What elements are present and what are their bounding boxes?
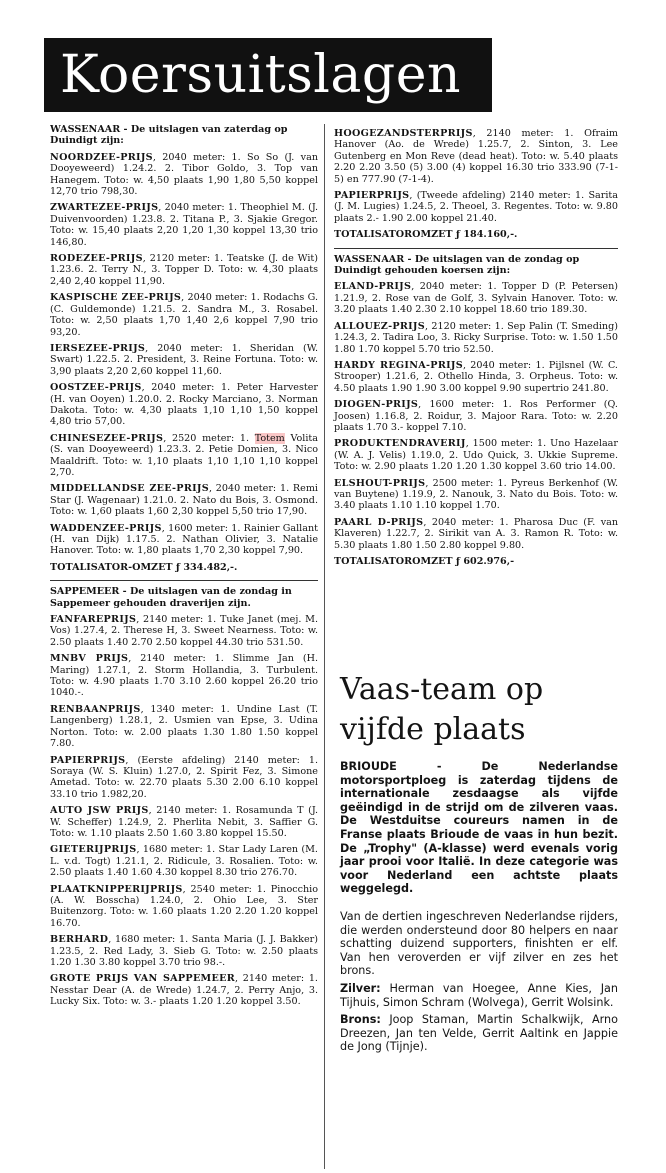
- totalisator-omzet: TOTALISATOROMZET ƒ 602.976,-: [334, 556, 515, 567]
- article-dateline: BRIOUDE: [340, 760, 397, 773]
- totalisator-omzet: TOTALISATOR-OMZET ƒ 334.482,-.: [50, 561, 238, 573]
- race-name: HARDY REGINA-PRIJS: [334, 359, 463, 371]
- race-text: , 2140 meter: 1. Tuke Janet (mej. M. Vos) 1.27.4, 2. Therese H, 3. Sweet Nearness. Toto: w. 2.50 plaats 1.40 2.70 2.50 koppel 44.30 trio 531.50.: [50, 614, 318, 648]
- article-lead-text: - De Nederlandse motorsportploeg is zaterdag tijdens de internationale zesdaagse als vijfde geëindigd in de strijd om de zilveren vaas. De Westduitse coureurs namen in de Franse plaats Brioude de vaas in hun bezit. De „Trophy" (A-klasse) werd evenals vorig jaar prooi voor Italië. In deze categorie was voor Nederland een achtste plaats weggelegd.: [340, 760, 618, 896]
- race-result: [50, 755, 318, 801]
- zilver-names: Herman van Hoegee, Anne Kies, Jan Tijhuis, Simon Schram (Wolvega), Gerrit Wolsink.: [340, 981, 618, 1009]
- race-text: , 2040 meter: 1. Peter Harvester (H. van Ooyen) 1.20.0. 2. Rocky Marciano, 3. Norman Dakota. Toto: w. 4,30 plaats 1,10 1,10 1,50 koppel 4,80 trio 57,00.: [50, 382, 318, 428]
- race-text: , 1600 meter: 1. Rainier Gallant (H. van Dijk) 1.17.5. 2. Nathan Olivier, 3. Natalie Hanover. Toto: w. 1,80 plaats 1,70 2,30 koppel 7,90.: [50, 522, 318, 557]
- race-result: [50, 292, 318, 338]
- race-text: , 2120 meter: 1. Sep Palin (T. Smeding) 1.24.3, 2. Tadira Loo, 3. Ricky Surprise. Toto: w. 1.50 1.50 1.80 1.70 koppel 5.70 trio 52.50.: [334, 320, 618, 355]
- race-name: DIOGEN-PRIJS: [334, 399, 419, 411]
- race-result: [50, 152, 318, 198]
- sappemeer-intro: SAPPEMEER - De uitslagen van de zondag in Sappemeer gehouden draverijen zijn.: [50, 586, 292, 609]
- left-column: [50, 124, 325, 1169]
- race-name: PLAATKNIPPERIJPRIJS: [50, 883, 183, 895]
- article-zilver: [340, 982, 618, 1009]
- zilver-label: Zilver:: [340, 981, 381, 995]
- race-result: [334, 128, 618, 185]
- race-text-pre: , 2520 meter: 1.: [163, 432, 255, 444]
- race-name: ZWARTEZEE-PRIJS: [50, 202, 159, 214]
- totalisator-omzet: TOTALISATOROMZET ƒ 184.160,-.: [334, 229, 518, 241]
- race-name: BERHARD: [50, 934, 109, 946]
- race-result: [50, 382, 318, 428]
- race-result: [334, 399, 618, 433]
- race-result: [50, 884, 318, 930]
- race-text: , 2040 meter: 1. Pijlsnel (W. C. Strooper) 1.21.6, 2. Othello Hinda, 3. Orpheus. Toto: w. 4.50 plaats 1.90 1.90 3.00 koppel 9.90 supertrio 241.80.: [334, 359, 618, 394]
- race-name: ELSHOUT-PRIJS: [334, 477, 426, 489]
- race-result: [50, 934, 318, 968]
- race-text: , 2500 meter: 1. Pyreus Berkenhof (W. van Buytene) 1.19.9, 2. Nanouk, 3. Nato du Bois. Toto: w. 3.40 plaats 1.10 1.10 koppel 1.70.: [334, 477, 618, 512]
- news-article: [340, 670, 618, 1058]
- article-lead: [340, 760, 618, 896]
- race-name: CHINESEZEE-PRIJS: [50, 432, 164, 444]
- race-result: [334, 281, 618, 315]
- race-text: , 2140 meter: 1. Nesstar Dear (A. de Wrede) 1.24.7, 2. Perry Anjo, 3. Lucky Six. Toto: w. 3.- plaats 1.20 1.20 koppel 3.50.: [50, 973, 318, 1008]
- race-name: ELAND-PRIJS: [334, 281, 412, 293]
- race-result: [50, 433, 318, 479]
- race-result: [50, 973, 318, 1007]
- race-name: IERSEZEE-PRIJS: [50, 342, 146, 354]
- race-result: [50, 653, 318, 699]
- brons-names: Joop Staman, Martin Schalkwijk, Arno Dreezen, Jan ten Velde, Gerrit Aaltink en Jappie de Jong (Tijnje).: [340, 1013, 618, 1054]
- race-name: HOOGEZANDSTERPRIJS: [334, 128, 473, 139]
- race-text: , 2040 meter: 1. Sheridan (W. Swart) 1.22.5. 2. President, 3. Reine Fortuna. Toto: w. 3,90 plaats 2,20 2,60 koppel 11,60.: [50, 342, 318, 377]
- race-text: , 2040 meter: 1. So So (J. van Dooyeweerd) 1.24.2. 2. Tibor Goldo, 3. Top van Hanegem. Toto: w. 4,50 plaats 1,90 1,80 5,50 koppel 12,70 trio 798,30.: [50, 151, 318, 198]
- divider: [50, 580, 318, 581]
- race-text: , 2040 meter: 1. Rodachs G. (C. Guldemonde) 1.21.5. 2. Sandra M., 3. Rosabel. Toto: w. 2,50 plaats 1,70 1,40 2,6 koppel 7,90 trio 93,20.: [50, 292, 319, 338]
- race-text: , 2040 meter: 1. Theophiel M. (J. Duivenvoorden) 1.23.8. 2. Titana P., 3. Sjakie Gregor. Toto: w. 15,40 plaats 2,20 1,20 1,30 koppel 13,30 trio 146,80.: [50, 202, 318, 248]
- race-name: RENBAANPRIJS: [50, 703, 141, 715]
- race-result: [50, 844, 318, 878]
- race-name: AUTO JSW PRIJS: [50, 805, 149, 817]
- race-text: , 2540 meter: 1. Pinocchio (A. W. Bosscha) 1.24.0, 2. Ohio Lee, 3. Ster Buitenzorg. Toto: w. 1.60 plaats 1.20 2.20 1.20 koppel 16.70.: [50, 883, 318, 929]
- wassenaar-sunday-intro: WASSENAAR - De uitslagen van de zondag op Duindigt gehouden koersen zijn:: [334, 253, 580, 277]
- race-name: GIETERIJPRIJS: [50, 844, 137, 856]
- race-name: KASPISCHE ZEE-PRIJS: [50, 292, 182, 304]
- race-result: [334, 321, 618, 355]
- race-result: [50, 805, 318, 839]
- race-name: MNBV PRIJS: [50, 653, 129, 665]
- race-name: PAARL D-PRIJS: [334, 516, 424, 528]
- article-headline: Vaas-team op vijfde plaats: [340, 672, 544, 747]
- race-text: , 2040 meter: 1. Topper D (P. Petersen) 1.21.9, 2. Rose van de Golf, 3. Sylvain Hanover. Toto: w. 3.20 plaats 1.40 2.30 2.10 koppel 18.60 trio 189.30.: [334, 281, 618, 316]
- race-text: , (Eerste afdeling) 2140 meter: 1. Soraya (W. S. Kluin) 1.27.0, 2. Spirit Fez, 3. Simone Ametad. Toto: w. 22.70 plaats 5.30 2.00 6.10 koppel 33.10 trio 1.982,20.: [50, 754, 318, 800]
- race-result: [334, 190, 618, 224]
- race-text: , (Tweede afdeling) 2140 meter: 1. Sarita (J. M. Lugies) 1.24.5, 2. Theoel, 3. Regentes. Toto: w. 9.80 plaats 2.- 1.90 2.00 koppel 21.40.: [334, 190, 618, 224]
- race-name: OOSTZEE-PRIJS: [50, 382, 142, 394]
- race-result: [50, 704, 318, 750]
- race-result: [50, 253, 318, 287]
- race-name: PAPIERPRIJS: [334, 190, 410, 202]
- race-text: , 1500 meter: 1. Uno Hazelaar (W. A. J. Velis) 1.19.0, 2. Udo Quick, 3. Ukkie Supreme. Toto: w. 2.90 plaats 1.20 1.20 1.30 koppel 3.60 trio 14.00.: [334, 438, 618, 473]
- race-name: ALLOUEZ-PRIJS: [334, 320, 425, 332]
- race-text: , 2140 meter: 1. Rosamunda T (J. W. Scheffer) 1.24.9, 2. Pherlita Nebit, 3. Saffier G. Toto: w. 1.10 plaats 2.50 1.60 3.80 koppel 15.50.: [50, 805, 318, 839]
- race-name: GROTE PRIJS VAN SAPPEMEER: [50, 973, 235, 985]
- race-result: [50, 483, 318, 517]
- race-result: [50, 614, 318, 648]
- race-text: , 1680 meter: 1. Santa Maria (J. J. Bakker) 1.23.5, 2. Red Lady, 3. Sieb G. Toto: w. 2.50 plaats 1.20 1.30 3.80 koppel 3.70 trio 98.-.: [50, 934, 318, 968]
- right-column: [334, 128, 618, 574]
- race-result: [50, 343, 318, 377]
- race-name: FANFAREPRIJS: [50, 614, 137, 626]
- race-result: [334, 517, 618, 551]
- race-name: MIDDELLANDSE ZEE-PRIJS: [50, 483, 209, 495]
- article-brons: [340, 1013, 618, 1054]
- race-text: , 2040 meter: 1. Pharosa Duc (F. van Klaveren) 1.22.7, 2. Sirikit van A. 3. Ramon R. Toto: w. 5.30 plaats 1.80 1.50 2.80 koppel 9.80.: [334, 516, 619, 551]
- highlighted-word: Totem: [254, 432, 285, 444]
- race-result: [334, 438, 618, 472]
- race-text: , 1600 meter: 1. Ros Performer (Q. Joosen) 1.16.8, 2. Roidur, 3. Majoor Rara. Toto: w. 2.20 plaats 1.70 3.- koppel 7.10.: [334, 399, 618, 433]
- race-name: PRODUKTENDRAVERIJ: [334, 438, 466, 450]
- race-text: , 1680 meter: 1. Star Lady Laren (M. L. v.d. Togt) 1.21.1, 2. Ridicule, 3. Rosalien. Toto: w. 2.50 plaats 1.40 1.60 4.30 koppel 8.30 trio 276.70.: [50, 844, 318, 879]
- race-name: NOORDZEE-PRIJS: [50, 151, 153, 163]
- race-text: , 2140 meter: 1. Ofraim Hanover (Ao. de Wrede) 1.25.7, 2. Sinton, 3. Lee Gutenberg en Mon Reve (dead heat). Toto: w. 5.40 plaats 2.20 2.20 3.50 (5) 3.00 (4) koppel 16.30 trio 333.90 (7-1-5) en 777.90 (7-1-4).: [334, 128, 618, 185]
- race-text: , 2120 meter: 1. Teatske (J. de Wit) 1.23.6. 2. Terry N., 3. Topper D. Toto: w. 4,30 plaats 2,40 2,40 koppel 11,90.: [50, 253, 318, 287]
- race-result: [334, 478, 618, 512]
- brons-label: Brons:: [340, 1013, 381, 1027]
- wassenaar-intro: WASSENAAR - De uitslagen van zaterdag op Duindigt zijn:: [50, 124, 288, 147]
- race-name: PAPIERPRIJS: [50, 754, 126, 766]
- banner-title: Koersuitslagen: [60, 45, 461, 105]
- race-text-post: Volita (S. van Dooyeweerd) 1.23.3. 2. Petie Domien, 3. Nico Maaldrift. Toto: w. 1,10 plaats 1,10 1,10 1,10 koppel 2,70.: [50, 432, 318, 478]
- race-result: [50, 202, 318, 248]
- race-name: RODEZEE-PRIJS: [50, 253, 143, 265]
- section-banner: [44, 38, 492, 112]
- race-text: , 2140 meter: 1. Slimme Jan (H. Maring) 1.27.1, 2. Storm Hollandia, 3. Turbulent. Toto: w. 4.90 plaats 1.70 3.10 2.60 koppel 26.20 trio 1040.-.: [50, 653, 318, 699]
- race-text: , 1340 meter: 1. Undine Last (T. Langenberg) 1.28.1, 2. Usmien van Epse, 3. Udina Norton. Toto: w. 2.00 plaats 1.30 1.80 1.50 koppel 7.80.: [50, 703, 318, 750]
- divider: [334, 248, 618, 249]
- race-result: [334, 360, 618, 394]
- article-body: Van de dertien ingeschreven Nederlandse rijders, die werden ondersteund door 80 helpers en naar schatting duizend supporters, finishten er elf. Van hen veroverden er vijf zilver en zes het brons.: [340, 909, 618, 978]
- race-text: , 2040 meter: 1. Remi Star (J. Wagenaar) 1.21.0. 2. Nato du Bois, 3. Osmond. Toto: w. 1,60 plaats 1,60 2,30 koppel 5,50 trio 17,90.: [50, 483, 318, 518]
- race-name: WADDENZEE-PRIJS: [50, 522, 162, 534]
- race-result: [50, 523, 318, 557]
